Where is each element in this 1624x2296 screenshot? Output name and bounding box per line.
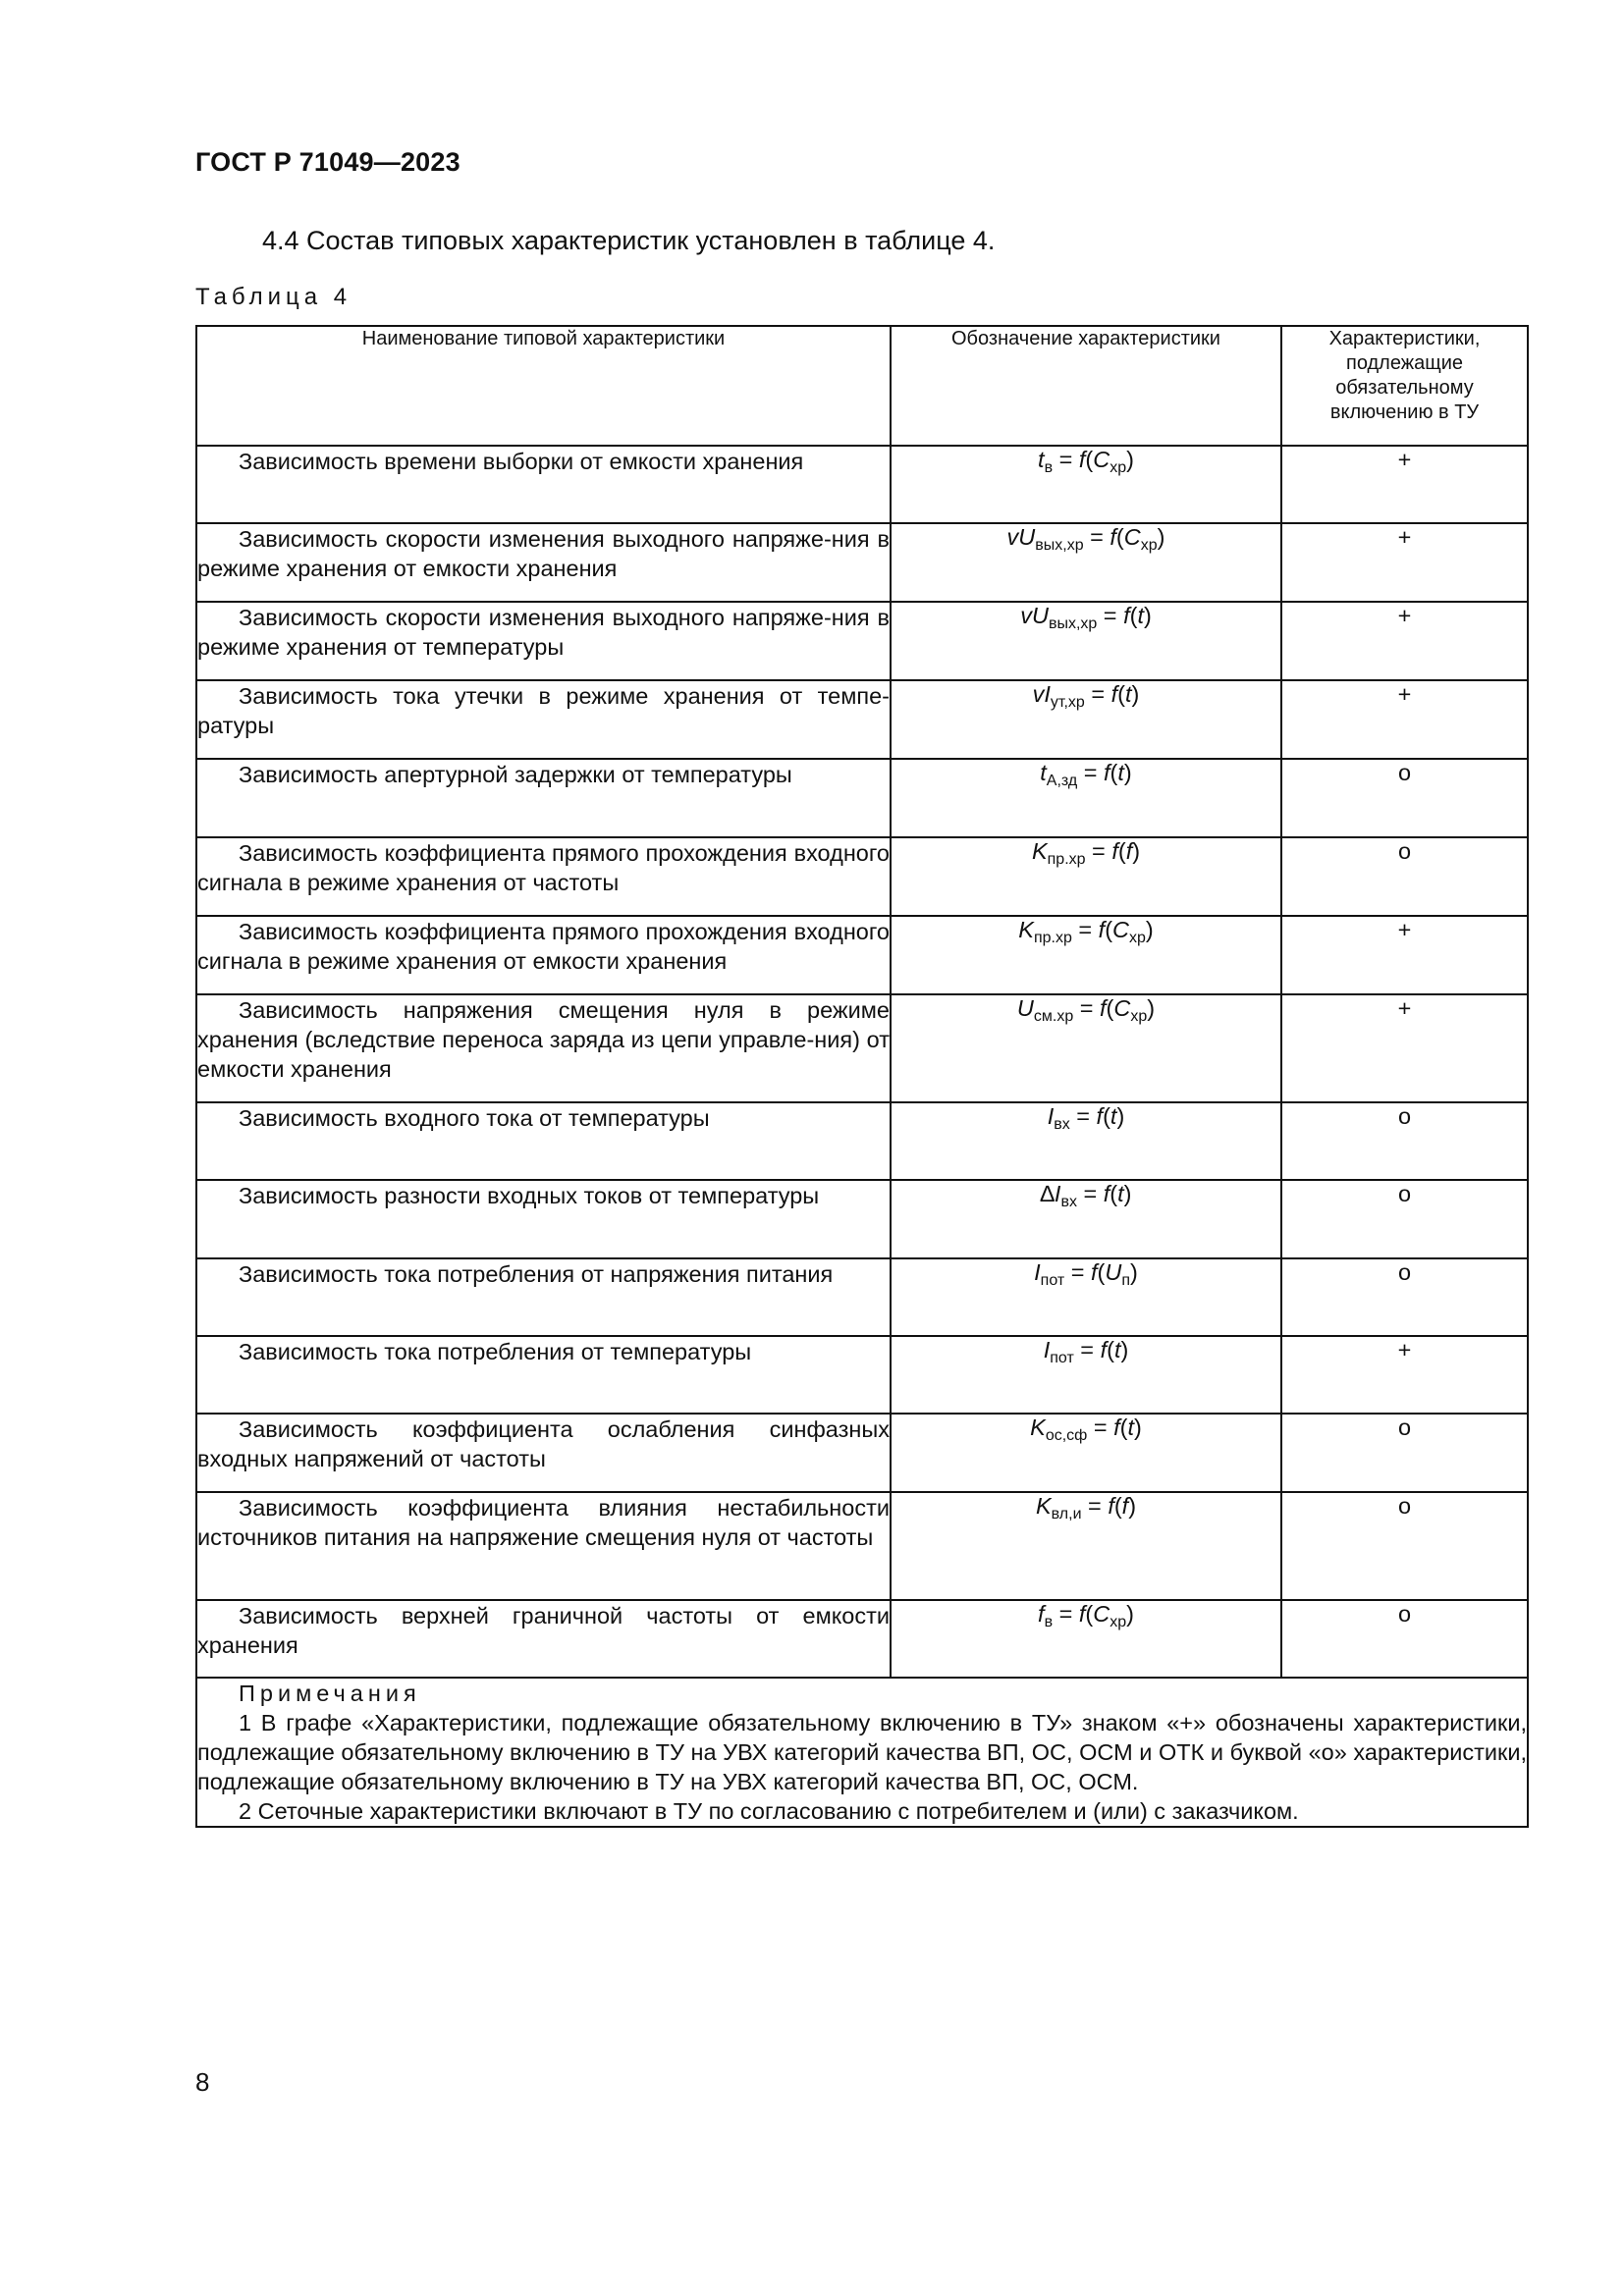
characteristic-name: Зависимость входного тока от температуры — [196, 1102, 891, 1180]
mandatory-mark: о — [1281, 837, 1528, 916]
characteristic-name: Зависимость разности входных токов от температуры — [196, 1180, 891, 1258]
characteristics-table — [195, 325, 1529, 1828]
table-row — [196, 602, 1528, 680]
header-symbol: Обозначение характеристики — [891, 326, 1281, 446]
mandatory-mark: + — [1281, 446, 1528, 523]
characteristic-symbol: $I_{пот} = f(U_п)$ — [891, 1258, 1281, 1336]
table-row — [196, 1258, 1528, 1336]
mandatory-mark: + — [1281, 523, 1528, 602]
characteristic-symbol: $t_{А,зд} = f(t)$ — [891, 759, 1281, 837]
table-row — [196, 916, 1528, 994]
table-row — [196, 1180, 1528, 1258]
mandatory-mark: о — [1281, 1600, 1528, 1678]
table-row — [196, 1336, 1528, 1414]
characteristic-name: Зависимость тока потребления от напряжения питания — [196, 1258, 891, 1336]
characteristic-name: Зависимость времени выборки от емкости хранения — [196, 446, 891, 523]
mandatory-mark: о — [1281, 1414, 1528, 1492]
header-name: Наименование типовой характеристики — [196, 326, 891, 446]
table-row — [196, 837, 1528, 916]
mandatory-mark: + — [1281, 994, 1528, 1102]
document-code: ГОСТ Р 71049—2023 — [195, 147, 460, 177]
characteristic-symbol: $I_{пот} = f(t)$ — [891, 1336, 1281, 1414]
note-2: 2 Сеточные характеристики включают в ТУ по согласованию с потребителем и (или) с заказчиком. — [239, 1798, 1299, 1824]
characteristic-name: Зависимость скорости изменения выходного напряже-ния в режиме хранения от температуры — [196, 602, 891, 680]
mandatory-mark: + — [1281, 1336, 1528, 1414]
table-row — [196, 446, 1528, 523]
characteristic-symbol: $I_{вх} = f(t)$ — [891, 1102, 1281, 1180]
characteristic-symbol: $U_{см.хр} = f(C_{хр})$ — [891, 994, 1281, 1102]
table-row — [196, 1492, 1528, 1600]
characteristic-symbol: $vI_{ут,хр} = f(t)$ — [891, 680, 1281, 759]
table-row — [196, 759, 1528, 837]
notes-title: Примечания — [239, 1681, 421, 1706]
mandatory-mark: о — [1281, 1180, 1528, 1258]
mandatory-mark: + — [1281, 916, 1528, 994]
mandatory-mark: + — [1281, 680, 1528, 759]
characteristic-symbol: $vU_{вых,хр} = f(C_{хр})$ — [891, 523, 1281, 602]
table-header-row — [196, 326, 1528, 446]
characteristic-symbol: $K_{пр.хр} = f(f)$ — [891, 837, 1281, 916]
characteristic-name: Зависимость коэффициента влияния нестабильности источников питания на напряжение смещения нуля от частоты — [196, 1492, 891, 1600]
characteristic-symbol: $\Delta I_{вх} = f(t)$ — [891, 1180, 1281, 1258]
characteristic-name: Зависимость напряжения смещения нуля в режиме хранения (вследствие переноса заряда из цепи управле-ния) от емкости хранения — [196, 994, 891, 1102]
characteristic-symbol: $t_в = f(C_{хр})$ — [891, 446, 1281, 523]
page-number: 8 — [195, 2067, 210, 2097]
characteristic-name: Зависимость коэффициента прямого прохождения входного сигнала в режиме хранения от емкости хранения — [196, 916, 891, 994]
header-mandatory: Характеристики, подлежащие обязательному включению в ТУ — [1281, 326, 1528, 446]
mandatory-mark: о — [1281, 1492, 1528, 1600]
mandatory-mark: + — [1281, 602, 1528, 680]
table-row — [196, 1600, 1528, 1678]
characteristic-name: Зависимость коэффициента прямого прохождения входного сигнала в режиме хранения от частоты — [196, 837, 891, 916]
table-row — [196, 680, 1528, 759]
notes-cell — [196, 1678, 1528, 1827]
characteristic-symbol: $K_{ос,сф} = f(t)$ — [891, 1414, 1281, 1492]
notes-row — [196, 1678, 1528, 1827]
characteristic-symbol: $K_{вл,и} = f(f)$ — [891, 1492, 1281, 1600]
characteristic-name: Зависимость апертурной задержки от температуры — [196, 759, 891, 837]
note-1: 1 В графе «Характеристики, подлежащие обязательному включению в ТУ» знаком «+» обозначены характеристики, подлежащие обязательному включению в ТУ на УВХ категорий качества ВП, ОС, ОСМ и ОТК и буквой «о» характеристики, подлежащие обязательному включению в ТУ на УВХ категорий качества ВП, ОС, ОСМ. — [197, 1710, 1527, 1794]
characteristic-name: Зависимость скорости изменения выходного напряже-ния в режиме хранения от емкости хранения — [196, 523, 891, 602]
mandatory-mark: о — [1281, 1258, 1528, 1336]
mandatory-mark: о — [1281, 1102, 1528, 1180]
characteristic-name: Зависимость тока утечки в режиме хранения от темпе-ратуры — [196, 680, 891, 759]
characteristic-symbol: $vU_{вых,хр} = f(t)$ — [891, 602, 1281, 680]
table-row — [196, 523, 1528, 602]
characteristic-name: Зависимость коэффициента ослабления синфазных входных напряжений от частоты — [196, 1414, 891, 1492]
characteristic-name: Зависимость тока потребления от температуры — [196, 1336, 891, 1414]
intro-paragraph: 4.4 Состав типовых характеристик установлен в таблице 4. — [262, 226, 996, 255]
characteristic-symbol: $K_{пр.хр} = f(C_{хр})$ — [891, 916, 1281, 994]
table-row — [196, 994, 1528, 1102]
table-row — [196, 1414, 1528, 1492]
characteristic-name: Зависимость верхней граничной частоты от емкости хранения — [196, 1600, 891, 1678]
characteristic-symbol: $f_в = f(C_{хр})$ — [891, 1600, 1281, 1678]
mandatory-mark: о — [1281, 759, 1528, 837]
table-caption: Таблица 4 — [195, 284, 352, 310]
table-row — [196, 1102, 1528, 1180]
